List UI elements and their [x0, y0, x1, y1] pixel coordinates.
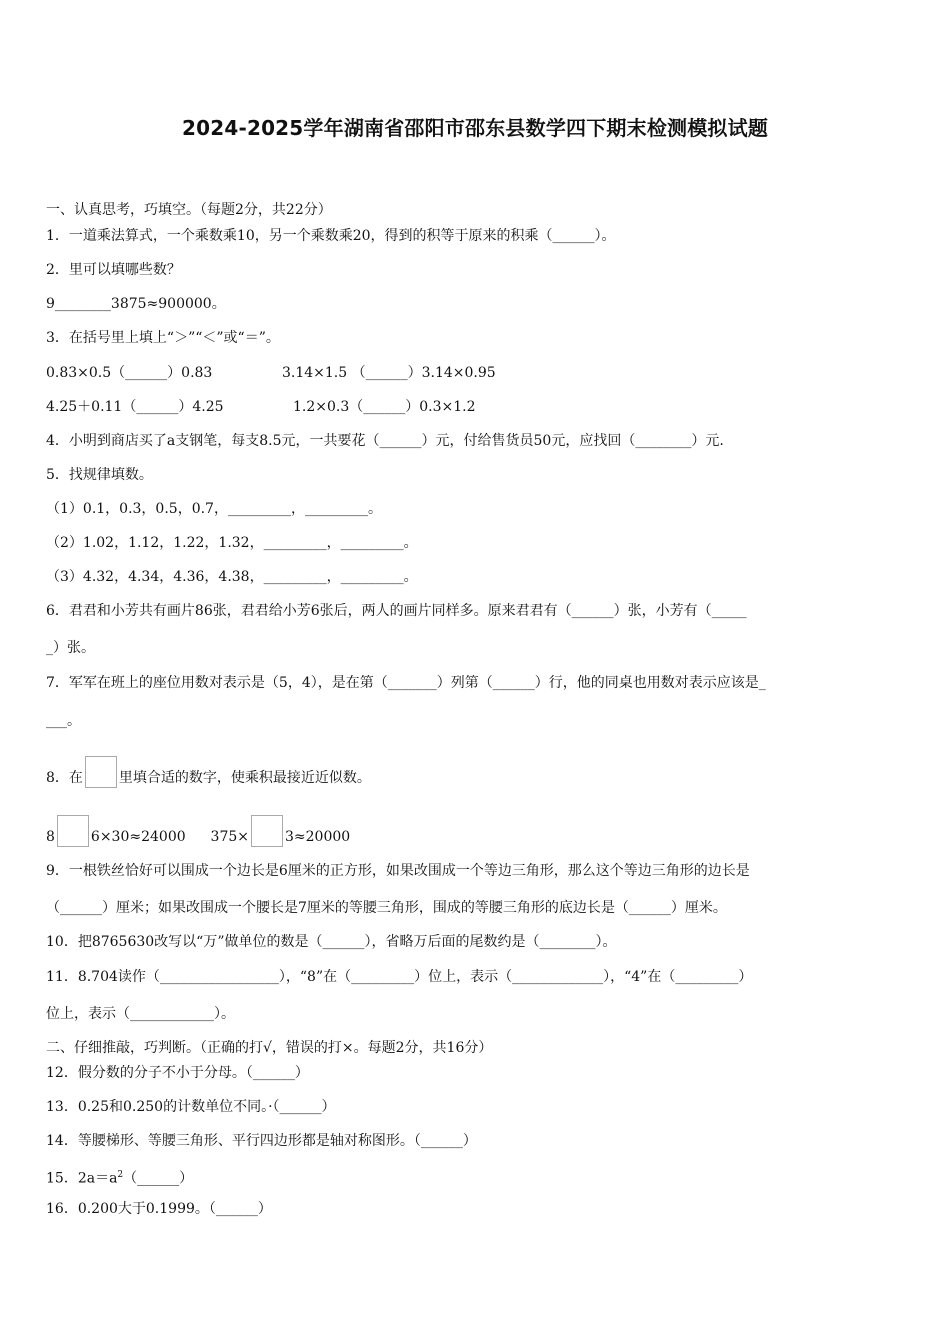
question-8-text: 里填合适的数字，使乘积最接近近似数。 — [118, 770, 371, 786]
section-heading-2: 二、仔细推敲，巧判断。（正确的打√，错误的打×。每题2分，共16分） — [46, 1040, 493, 1056]
expr-2-part-2: 3≈20000 — [285, 829, 351, 845]
question-6-line-2: _）张。 — [46, 640, 95, 656]
question-3: 3．在括号里上填上“＞”“＜”或“＝”。 — [46, 330, 280, 346]
question-8 — [46, 756, 371, 788]
expr-1-part-1: 8 — [46, 829, 55, 845]
expr-2-part-1: 375× — [210, 829, 249, 845]
question-8-prefix: 8．在 — [46, 770, 83, 786]
question-15 — [46, 1165, 193, 1189]
question-2: 2．里可以填哪些数？ — [46, 262, 181, 278]
question-3-item-c: 4.25＋0.11（______）4.25 — [46, 399, 224, 415]
section-heading-1: 一、认真思考，巧填空。（每题2分，共22分） — [46, 202, 332, 218]
question-11-line-2: 位上，表示（____________）。 — [46, 1006, 235, 1022]
answer-box[interactable] — [251, 815, 283, 847]
question-4: 4．小明到商店买了a支钢笔，每支8.5元，一共要花（______）元，付给售货员50元，应找回（________）元. — [46, 433, 724, 449]
question-8-expressions — [46, 815, 350, 847]
expr-1-part-2: 6×30≈24000 — [90, 829, 186, 845]
question-10: 10．把8765630改写以“万”做单位的数是（______），省略万后面的尾数约是（________）。 — [46, 934, 617, 950]
question-3-item-d: 1.2×0.3（______）0.3×1.2 — [293, 399, 476, 415]
question-3-item-a: 0.83×0.5（______）0.83 — [46, 365, 213, 381]
question-7-line-1: 7．军军在班上的座位用数对表示是（5，4），是在第（_______）列第（______）行，他的同桌也用数对表示应该是_ — [46, 675, 766, 691]
question-6-line-1: 6．君君和小芳共有画片86张，君君给小芳6张后，两人的画片同样多。原来君君有（______）张，小芳有（_____ — [46, 603, 747, 619]
question-5-item-2: （2）1.02，1.12，1.22，1.32，_________，_________。 — [46, 535, 418, 551]
question-5: 5．找规律填数。 — [46, 467, 153, 483]
page-title: 2024-2025学年湖南省邵阳市邵东县数学四下期末检测模拟试题 — [181, 116, 769, 140]
question-9-line-1: 9．一根铁丝恰好可以围成一个边长是6厘米的正方形，如果改围成一个等边三角形，那么这个等边三角形的边长是 — [46, 863, 750, 879]
question-2-expression: 9________3875≈900000。 — [46, 296, 226, 312]
question-1: 1．一道乘法算式，一个乘数乘10，另一个乘数乘20，得到的积等于原来的积乘（______）。 — [46, 228, 616, 244]
question-11-line-1: 11．8.704读作（_________________），“8”在（_________）位上，表示（_____________），“4”在（_________） — [46, 969, 753, 985]
question-15-text: 15．2a＝a — [46, 1170, 118, 1187]
question-12: 12．假分数的分子不小于分母。（______） — [46, 1065, 309, 1081]
answer-box[interactable] — [85, 756, 117, 788]
question-9-line-2: （______）厘米；如果改围成一个腰长是7厘米的等腰三角形，围成的等腰三角形的底边长是（______）厘米。 — [46, 900, 727, 916]
question-13: 13．0.25和0.250的计数单位不同。·（______） — [46, 1099, 336, 1115]
question-5-item-1: （1）0.1，0.3，0.5，0.7，_________，_________。 — [46, 501, 382, 517]
answer-box[interactable] — [57, 815, 89, 847]
question-3-item-b: 3.14×1.5 （______）3.14×0.95 — [282, 365, 496, 381]
question-16: 16．0.200大于0.1999。（______） — [46, 1201, 272, 1217]
question-15-superscript: 2 — [117, 1170, 124, 1180]
question-14: 14．等腰梯形、等腰三角形、平行四边形都是轴对称图形。（______） — [46, 1133, 477, 1149]
question-5-item-3: （3）4.32，4.34，4.36，4.38，_________，_________。 — [46, 569, 418, 585]
question-7-line-2: ___。 — [46, 713, 81, 729]
question-15-blank: （______） — [123, 1170, 194, 1187]
